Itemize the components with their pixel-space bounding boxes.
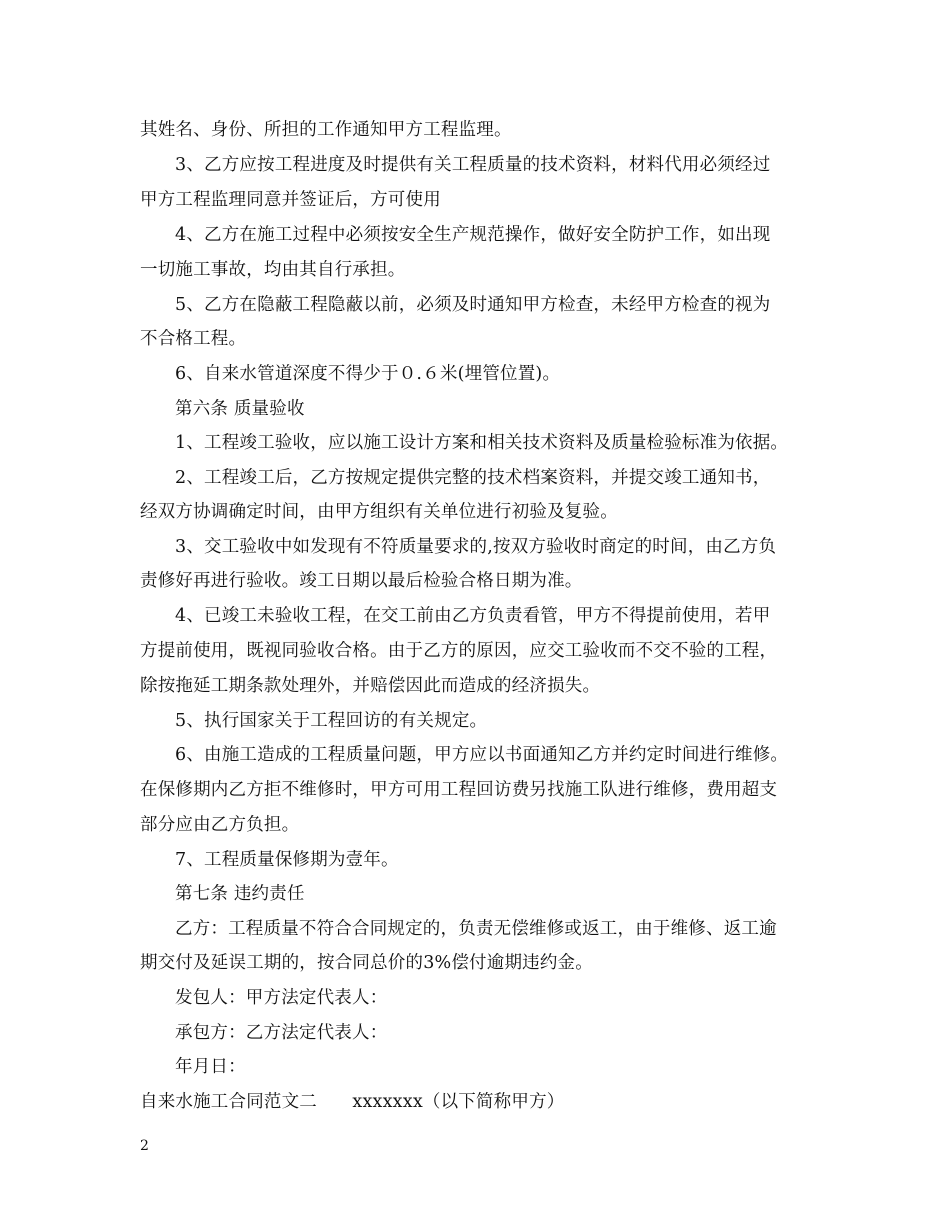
section-heading: 第六条 质量验收 bbox=[175, 399, 305, 419]
text-line: 1、工程竣工验收，应以施工设计方案和相关技术资料及质量检验标准为依据。 bbox=[175, 433, 789, 453]
section-heading: 第七条 违约责任 bbox=[175, 884, 305, 904]
page-number: 2 bbox=[140, 1138, 149, 1154]
text-line: 一切施工事故，均由其自行承担。 bbox=[140, 260, 406, 280]
text-line: 方提前使用，既视同验收合格。由于乙方的原因，应交工验收而不交不验的工程， bbox=[140, 641, 778, 661]
title-line: 自来水施工合同范文二 xxxxxxx（以下简称甲方） bbox=[140, 1092, 565, 1112]
text-line: 除按拖延工期条款处理外，并赔偿因此而造成的经济损失。 bbox=[140, 676, 601, 696]
text-line: 4、已竣工未验收工程，在交工前由乙方负责看管，甲方不得提前使用，若甲 bbox=[175, 606, 771, 626]
text-line: 3、交工验收中如发现有不符质量要求的,按双方验收时商定的时间，由乙方负 bbox=[175, 537, 777, 557]
text-line: 在保修期内乙方拒不维修时，甲方可用工程回访费另找施工队进行维修，费用超支 bbox=[140, 780, 778, 800]
text-line: 甲方工程监理同意并签证后，方可使用 bbox=[140, 190, 441, 210]
text-line: 6、由施工造成的工程质量问题，甲方应以书面通知乙方并约定时间进行维修。 bbox=[175, 745, 789, 765]
text-line: 其姓名、身份、所担的工作通知甲方工程监理。 bbox=[140, 120, 512, 140]
text-line: 经双方协调确定时间，由甲方组织有关单位进行初验及复验。 bbox=[140, 502, 618, 522]
text-line: 5、执行国家关于工程回访的有关规定。 bbox=[175, 711, 488, 731]
date-line: 年月日： bbox=[175, 1057, 246, 1077]
text-line: 7、工程质量保修期为壹年。 bbox=[175, 850, 399, 870]
text-line: 3、乙方应按工程进度及时提供有关工程质量的技术资料，材料代用必须经过 bbox=[175, 155, 771, 175]
text-line: 5、乙方在隐蔽工程隐蔽以前，必须及时通知甲方检查，未经甲方检查的视为 bbox=[175, 295, 771, 315]
signature-line: 承包方：乙方法定代表人： bbox=[175, 1023, 388, 1043]
text-line: 6、自来水管道深度不得少于０.６米(埋管位置)。 bbox=[175, 364, 561, 384]
text-line: 乙方：工程质量不符合合同规定的，负责无偿维修或返工，由于维修、返工逾 bbox=[175, 919, 777, 939]
text-line: 期交付及延误工期的，按合同总价的3%偿付逾期违约金。 bbox=[140, 953, 593, 973]
text-line: 不合格工程。 bbox=[140, 329, 247, 349]
text-line: 部分应由乙方负担。 bbox=[140, 815, 300, 835]
text-line: 责修好再进行验收。竣工日期以最后检验合格日期为准。 bbox=[140, 571, 583, 591]
signature-line: 发包人：甲方法定代表人： bbox=[175, 988, 388, 1008]
text-line: 4、乙方在施工过程中必须按安全生产规范操作，做好安全防护工作，如出现 bbox=[175, 225, 771, 245]
text-line: 2、工程竣工后，乙方按规定提供完整的技术档案资料，并提交竣工通知书， bbox=[175, 468, 771, 488]
